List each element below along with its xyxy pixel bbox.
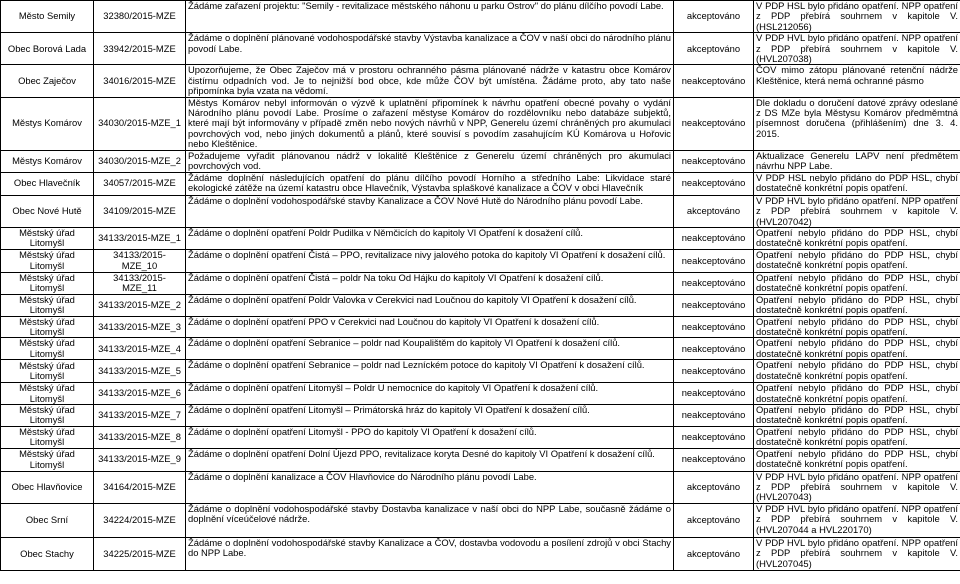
table-row (1, 383, 960, 405)
table-cell (674, 404, 754, 426)
row-subject: Městský úřad Litomyšl (19, 316, 75, 337)
table-cell (186, 383, 674, 405)
table-cell (186, 172, 674, 195)
table-row (1, 33, 960, 65)
table-cell (674, 338, 754, 360)
table-cell (674, 1, 754, 33)
row-subject: Městský úřad Litomyšl (19, 337, 75, 359)
table-cell (94, 97, 186, 150)
table-cell (754, 448, 960, 471)
row-result-status: neakceptováno (681, 453, 746, 465)
table-row (1, 150, 960, 172)
row-request-text: Požadujeme vyřadit plánovanou nádrž v lokalitě Kleštěnice z Generelu území chráněných pro akumulaci povrchových vod. (188, 150, 671, 172)
table-cell (94, 471, 186, 503)
table-cell (754, 150, 960, 172)
table-cell (94, 338, 186, 360)
table-cell (94, 1, 186, 33)
row-request-text: Žádáme o doplnění opatření Litomyšl – Primátorská hráz do kapitoly VI Opatření k dosažení cílů. (188, 404, 590, 415)
row-settlement-note: ČOV mimo zátopu plánované retenční nádrže Kleštěnice, která nemá ochranné pásmo (756, 64, 958, 86)
table-cell (94, 172, 186, 195)
table-cell (1, 383, 94, 405)
row-reference-id: 34133/2015-MZE_3 (98, 320, 181, 332)
table-cell (1, 195, 94, 227)
table-row (1, 426, 960, 448)
table-cell (754, 272, 960, 294)
table-row (1, 360, 960, 383)
row-result-status: neakceptováno (681, 154, 746, 166)
table-row (1, 172, 960, 195)
table-cell (674, 316, 754, 338)
table-row (1, 338, 960, 360)
row-settlement-note: Opatření nebylo přidáno do PDP HSL, chybí dostatečně konkrétní popis opatření. (756, 249, 958, 271)
row-reference-id: 34133/2015-MZE_10 (113, 249, 166, 271)
row-subject: Městský úřad Litomyšl (19, 272, 75, 294)
row-result-status: neakceptováno (681, 74, 746, 86)
row-reference-id: 34030/2015-MZE_2 (98, 154, 181, 166)
table-row (1, 294, 960, 316)
row-subject: Městský úřad Litomyšl (19, 426, 75, 448)
row-reference-id: 34224/2015-MZE (103, 514, 176, 526)
table-row (1, 249, 960, 272)
row-settlement-note: Opatření nebylo přidáno do PDP HSL, chybí dostatečně konkrétní popis opatření. (756, 294, 958, 315)
table-cell (754, 537, 960, 570)
table-cell (754, 404, 960, 426)
table-cell (1, 33, 94, 65)
row-result-status: neakceptováno (681, 177, 746, 189)
row-request-text: Žádáme o doplnění opatření Poldr Pudilka v Němčicích do kapitoly VI Opatření k dosažení cílů. (188, 227, 584, 238)
row-settlement-note: V PDP HVL bylo přidáno opatření. NPP opatření z PDP přebírá souhrnem v kapitole V. (HVL207038) (756, 32, 958, 65)
table-cell (186, 33, 674, 65)
row-settlement-note: Dle dokladu o doručení datové zprávy odeslané z DS MZe byla Městysu Komárov předměmtná písemnost doručena (přihlášením) dne 3. 4. 2015. (756, 97, 958, 139)
row-reference-id: 34057/2015-MZE (103, 177, 176, 189)
table-row (1, 448, 960, 471)
table-cell (754, 65, 960, 97)
table-cell (186, 272, 674, 294)
table-cell (94, 65, 186, 97)
row-result-status: neakceptováno (681, 276, 746, 288)
row-request-text: Žádáme o doplnění opatření Sebranice – poldr nad Lezníckém potoce do kapitoly VI Opatření k dosažení cílů. (188, 359, 645, 371)
row-subject: Městský úřad Litomyšl (19, 227, 75, 249)
row-request-text: Žádáme o doplnění opatření Litomyšl – Poldr U nemocnice do kapitoly VI Opatření k dosažení cílů. (188, 382, 599, 394)
row-result-status: neakceptováno (681, 430, 746, 442)
row-settlement-note: V PDP HVL bylo přidáno opatření. NPP opatření z PDP přebírá souhrnem v kapitole V. (HVL207042) (756, 195, 958, 227)
table-cell (186, 1, 674, 33)
table-cell (94, 150, 186, 172)
row-settlement-note: Opatření nebylo přidáno do PDP HSL, chybí dostatečně konkrétní popis opatření. (756, 404, 958, 426)
table-cell (94, 383, 186, 405)
table-cell (754, 383, 960, 405)
table-cell (1, 471, 94, 503)
row-subject: Obec Zaječov (18, 74, 76, 86)
row-settlement-note: Opatření nebylo přidáno do PDP HSL, chybí dostatečně konkrétní popis opatření. (756, 272, 958, 294)
row-reference-id: 34133/2015-MZE_1 (98, 232, 181, 244)
comments-table-body (1, 1, 960, 571)
row-reference-id: 34133/2015-MZE_7 (98, 409, 181, 421)
row-result-status: akceptováno (686, 205, 741, 217)
table-row (1, 195, 960, 227)
row-subject: Městys Komárov (12, 154, 82, 166)
table-cell (754, 1, 960, 33)
table-cell (674, 172, 754, 195)
table-cell (186, 426, 674, 448)
row-result-status: neakceptováno (681, 409, 746, 421)
row-subject: Městský úřad Litomyšl (19, 294, 75, 316)
table-cell (1, 249, 94, 272)
row-reference-id: 34133/2015-MZE_9 (98, 453, 181, 465)
row-result-status: neakceptováno (681, 298, 746, 310)
row-request-text: Žádáme o doplnění opatření Dolní Újezd PPO, revitalizace koryta Desné do kapitoly VI Opatření k dosažení cílů. (188, 448, 655, 459)
table-cell (754, 471, 960, 503)
table-cell (1, 360, 94, 383)
row-reference-id: 33942/2015-MZE (103, 42, 176, 54)
row-reference-id: 32380/2015-MZE (103, 10, 176, 22)
row-settlement-note: V PDP HSL nebylo přidáno do PDP HSL, chybí dostatečně konkrétní popis opatření. (756, 172, 958, 194)
row-settlement-note: V PDP HVL bylo přidáno opatření. NPP opatření z PDP přebírá souhrnem v kapitole V. (HVL207045) (756, 537, 958, 569)
table-cell (1, 272, 94, 294)
table-cell (754, 338, 960, 360)
row-request-text: Žádáme o doplnění vodohospodářské stavby Dostavba kanalizace v naší obci do NPP Labe, současně žádáme o doplnění víceúčelové nádrže. (188, 503, 671, 525)
table-cell (674, 294, 754, 316)
table-cell (94, 227, 186, 249)
row-settlement-note: V PDP HVL bylo přidáno opatření. NPP opatření z PDP přebírá souhrnem v kapitole V. (HVL207044 a HVL220170) (756, 503, 958, 535)
table-cell (1, 97, 94, 150)
table-cell (674, 360, 754, 383)
row-settlement-note: Opatření nebylo přidáno do PDP HSL, chybí dostatečně konkrétní popis opatření. (756, 337, 958, 359)
row-subject: Obec Nové Hutě (12, 205, 82, 217)
table-cell (94, 195, 186, 227)
row-request-text: Městys Komárov nebyl informován o výzvě k uplatnění připomínek k návrhu opatření obecné povahy o vydání Národního plánu povodí Labe. Prosíme o zařazení městyse Komárov do rozdělovníku nebo databáze subjektů, které mají být informovány v případě změn nebo nových návrhů v NPP, Generelu území chráněných pro akumulaci povrchových vod, nebo jiných dokumentů a plánů, které souvisí s povodím zasahujícím KÚ Komárova u Hořovic nebo Kleštěnice. (188, 97, 671, 150)
row-result-status: akceptováno (686, 514, 741, 526)
row-settlement-note: Opatření nebylo přidáno do PDP HSL, chybí dostatečně konkrétní popis opatření. (756, 382, 958, 404)
row-subject: Obec Hlavečník (13, 177, 81, 189)
row-reference-id: 34133/2015-MZE_11 (113, 272, 166, 294)
row-request-text: Žádáme o doplnění opatření Poldr Valovka v Cerekvici nad Loučnou do kapitoly VI Opatření k dosažení cílů. (188, 294, 637, 305)
row-reference-id: 34133/2015-MZE_2 (98, 298, 181, 310)
table-row (1, 503, 960, 537)
row-settlement-note: V PDP HVL bylo přidáno opatření. NPP opatření z PDP přebírá souhrnem v kapitole V. (HVL207043) (756, 471, 958, 503)
table-cell (186, 65, 674, 97)
row-request-text: Žádáme zařazení projektu: "Semily - revitalizace městského náhonu u parku Ostrov" do plánu dílčího povodí Labe. (188, 0, 664, 11)
row-reference-id: 34030/2015-MZE_1 (98, 117, 181, 129)
table-cell (674, 249, 754, 272)
table-cell (186, 97, 674, 150)
table-row (1, 65, 960, 97)
row-settlement-note: Aktualizace Generelu LAPV není předmětem návrhu NPP Labe. (756, 150, 958, 172)
row-result-status: akceptováno (686, 10, 741, 22)
table-cell (754, 97, 960, 150)
row-settlement-note: Opatření nebylo přidáno do PDP HSL, chybí dostatečně konkrétní popis opatření. (756, 316, 958, 337)
table-cell (1, 172, 94, 195)
row-request-text: Žádáme o doplnění kanalizace a ČOV Hlavňovice do Národního plánu povodí Labe. (188, 471, 537, 482)
table-cell (674, 227, 754, 249)
table-cell (186, 294, 674, 316)
table-cell (186, 360, 674, 383)
table-cell (1, 150, 94, 172)
table-cell (1, 503, 94, 537)
row-request-text: Žádáme o doplnění opatření Čistá – PPO, revitalizace nivy jalového potoka do kapitoly VI Opatření k dosažení cílů. (188, 249, 666, 260)
table-cell (94, 360, 186, 383)
table-cell (186, 150, 674, 172)
table-row (1, 316, 960, 338)
table-cell (94, 249, 186, 272)
table-cell (186, 227, 674, 249)
table-cell (186, 338, 674, 360)
table-cell (186, 316, 674, 338)
table-cell (754, 172, 960, 195)
table-cell (1, 404, 94, 426)
table-cell (674, 471, 754, 503)
row-subject: Městský úřad Litomyšl (19, 359, 75, 382)
table-cell (754, 426, 960, 448)
table-cell (94, 316, 186, 338)
table-cell (674, 97, 754, 150)
row-result-status: neakceptováno (681, 364, 746, 376)
table-cell (94, 294, 186, 316)
row-result-status: akceptováno (686, 547, 741, 559)
table-cell (186, 471, 674, 503)
row-result-status: akceptováno (686, 42, 741, 54)
table-cell (94, 503, 186, 537)
table-cell (674, 33, 754, 65)
table-cell (754, 227, 960, 249)
table-cell (754, 360, 960, 383)
table-cell (1, 294, 94, 316)
table-cell (94, 404, 186, 426)
table-cell (1, 65, 94, 97)
table-cell (186, 503, 674, 537)
row-result-status: neakceptováno (681, 387, 746, 399)
table-cell (674, 65, 754, 97)
row-subject: Městský úřad Litomyšl (19, 404, 75, 426)
row-request-text: Žádáme o doplnění opatření Sebranice – poldr nad Koupalištěm do kapitoly VI Opatření k dosažení cílů. (188, 337, 621, 349)
table-cell (1, 426, 94, 448)
table-cell (94, 448, 186, 471)
table-cell (94, 272, 186, 294)
table-cell (94, 426, 186, 448)
table-cell (94, 537, 186, 570)
table-row (1, 471, 960, 503)
table-row (1, 1, 960, 33)
table-cell (754, 503, 960, 537)
row-reference-id: 34225/2015-MZE (103, 547, 176, 559)
row-request-text: Žádáme o doplnění vodohospodářské stavby Kanalizace a ČOV Nové Hutě do Národního plánu povodí Labe. (188, 195, 643, 206)
row-reference-id: 34109/2015-MZE (103, 205, 176, 217)
table-cell (94, 33, 186, 65)
table-cell (1, 1, 94, 33)
row-reference-id: 34164/2015-MZE (103, 481, 176, 492)
table-cell (674, 448, 754, 471)
row-reference-id: 34133/2015-MZE_5 (98, 364, 181, 376)
table-row (1, 404, 960, 426)
row-request-text: Žádáme o doplnění opatření Čistá – poldr Na toku Od Hájku do kapitoly VI Opatření k dosažení cílů. (188, 272, 604, 283)
row-result-status: neakceptováno (681, 117, 746, 129)
row-settlement-note: Opatření nebylo přidáno do PDP HSL, chybí dostatečně konkrétní popis opatření. (756, 426, 958, 448)
table-row (1, 227, 960, 249)
table-cell (186, 404, 674, 426)
row-reference-id: 34133/2015-MZE_8 (98, 430, 181, 442)
row-subject: Obec Borová Lada (7, 42, 87, 54)
table-cell (1, 338, 94, 360)
table-row (1, 537, 960, 570)
row-subject: Obec Stachy (20, 547, 74, 559)
row-request-text: Žádáme doplnění následujících opatření do plánu dílčího povodí Horního a středního Labe: Likvidace staré ekologické zátěže na území katastru obce Hlavečník, Výstavba splaškové kanalizace a ČOV v obci Hlavečník (188, 172, 671, 194)
row-reference-id: 34016/2015-MZE (103, 74, 176, 86)
table-cell (674, 272, 754, 294)
table-cell (1, 316, 94, 338)
table-cell (674, 150, 754, 172)
row-result-status: neakceptováno (681, 232, 746, 244)
row-reference-id: 34133/2015-MZE_6 (98, 387, 181, 399)
table-cell (674, 195, 754, 227)
row-subject: Město Semily (18, 10, 76, 22)
table-cell (1, 227, 94, 249)
row-subject: Městský úřad Litomyšl (19, 448, 75, 470)
table-cell (186, 448, 674, 471)
row-request-text: Žádáme o doplnění opatření Litomyšl - PPO do kapitoly VI Opatření k dosažení cílů. (188, 426, 537, 437)
row-subject: Městský úřad Litomyšl (19, 249, 75, 271)
row-settlement-note: Opatření nebylo přidáno do PDP HSL, chybí dostatečně konkrétní popis opatření. (756, 448, 958, 469)
table-cell (674, 383, 754, 405)
table-cell (186, 195, 674, 227)
row-result-status: neakceptováno (681, 320, 746, 332)
row-reference-id: 34133/2015-MZE_4 (98, 342, 181, 354)
table-cell (186, 537, 674, 570)
table-cell (754, 316, 960, 338)
table-row (1, 97, 960, 150)
table-cell (674, 537, 754, 570)
table-cell (754, 195, 960, 227)
table-row (1, 272, 960, 294)
table-cell (674, 503, 754, 537)
row-subject: Městský úřad Litomyšl (19, 382, 75, 404)
row-settlement-note: V PDP HSL bylo přidáno opatření. NPP opatření z PDP přebírá souhrnem v kapitole V. (HSL212056) (756, 0, 958, 32)
row-subject: Městys Komárov (12, 117, 82, 129)
row-subject: Obec Hlavňovice (11, 481, 83, 492)
row-result-status: neakceptováno (681, 342, 746, 354)
table-cell (754, 249, 960, 272)
table-cell (754, 33, 960, 65)
row-settlement-note: Opatření nebylo přidáno do PDP HSL, chybí dostatečně konkrétní popis opatření. (756, 359, 958, 381)
row-subject: Obec Srní (25, 514, 69, 526)
table-cell (754, 294, 960, 316)
table-cell (674, 426, 754, 448)
row-request-text: Žádáme o doplnění opatření PPO v Cerekvici nad Loučnou do kapitoly VI Opatření k dosažení cílů. (188, 316, 600, 327)
row-result-status: neakceptováno (681, 254, 746, 266)
row-settlement-note: Opatření nebylo přidáno do PDP HSL, chybí dostatečně konkrétní popis opatření. (756, 227, 958, 249)
row-request-text: Žádáme o doplnění plánované vodohospodářské stavby Výstavba kanalizace a ČOV v naší obci do národního plánu povodí Labe. (188, 32, 671, 54)
table-cell (1, 448, 94, 471)
row-result-status: akceptováno (686, 481, 741, 492)
table-cell (186, 249, 674, 272)
table-cell (1, 537, 94, 570)
row-request-text: Upozorňujeme, že Obec Zaječov má v prostoru ochranného pásma plánované nádrže v katastru obce Komárov čistírnu odpadních vod. Je to nejnižší bod obce, kde může ČOV být umístěna. Žádáme proto, aby tato naše připomínka byla vzata na vědomí. (188, 64, 671, 97)
row-request-text: Žádáme o doplnění vodohospodářské stavby Kanalizace a ČOV, dostavba vodovodu a posílení zdrojů v obci Stachy do NPP Labe. (188, 537, 671, 559)
